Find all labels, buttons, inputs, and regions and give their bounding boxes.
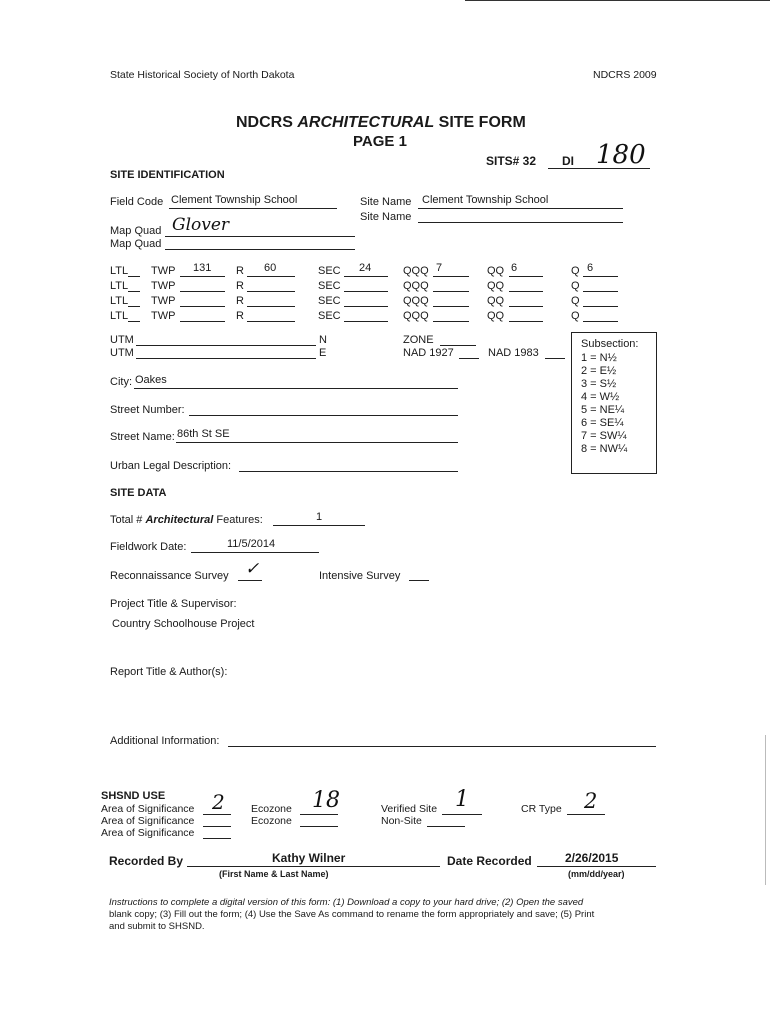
sec-line-row-2 bbox=[344, 291, 388, 292]
ecozone-line-2 bbox=[300, 826, 338, 827]
instructions-line-1: Instructions to complete a digital version of this form: (1) Download a copy to your hard drive; (2) Open the saved bbox=[109, 897, 584, 908]
project-value: Country Schoolhouse Project bbox=[112, 618, 255, 630]
sec-line-row-3 bbox=[344, 306, 388, 307]
nad1927-line bbox=[459, 358, 479, 359]
qq-line-row-2 bbox=[509, 291, 543, 292]
scan-top-line bbox=[465, 0, 770, 1]
cr-type-label: CR Type bbox=[521, 803, 562, 815]
utm-e-label: E bbox=[319, 347, 327, 359]
map-quad-label: Map Quad bbox=[110, 225, 162, 237]
ecozone-label-2: Ecozone bbox=[251, 815, 292, 827]
zone-label: ZONE bbox=[403, 334, 434, 346]
twp-label-row-3: TWP bbox=[151, 295, 176, 307]
verified-site-value: 1 bbox=[455, 787, 469, 812]
utm-label-1: UTM bbox=[110, 334, 134, 346]
ltl-label-row-1: LTL bbox=[110, 265, 129, 277]
qq-label-row-2: QQ bbox=[487, 280, 505, 292]
q-line-row-4 bbox=[583, 321, 618, 322]
utm-n-label: N bbox=[319, 334, 327, 346]
qqq-label-row-4: QQQ bbox=[403, 310, 429, 322]
cr-type-value: 2 bbox=[584, 789, 598, 813]
qqq-line-row-2 bbox=[433, 291, 469, 292]
q-label-row-2: Q bbox=[571, 280, 580, 292]
recorded-by-value: Kathy Wilner bbox=[272, 851, 346, 865]
map-quad-2-label: Map Quad bbox=[110, 238, 162, 250]
subsection-item: 5 = NE¼ bbox=[581, 404, 625, 416]
street-number-label: Street Number: bbox=[110, 404, 185, 416]
sec-label-row-4: SEC bbox=[318, 310, 341, 322]
sits-number: 180 bbox=[596, 140, 646, 170]
map-quad-value: Glover bbox=[172, 215, 230, 235]
qq-label-row-3: QQ bbox=[487, 295, 505, 307]
header-code: NDCRS 2009 bbox=[593, 69, 657, 81]
recorded-by-label: Recorded By bbox=[109, 854, 184, 868]
urban-legal-line bbox=[239, 471, 458, 472]
r-line-row-3 bbox=[247, 306, 295, 307]
subsection-box bbox=[571, 332, 657, 474]
city-value: Oakes bbox=[135, 374, 167, 386]
date-recorded-line bbox=[537, 866, 656, 867]
ltl-line-row-3 bbox=[128, 306, 140, 307]
subsection-item: 3 = S½ bbox=[581, 378, 617, 390]
qqq-label-row-1: QQQ bbox=[403, 265, 429, 277]
intensive-label: Intensive Survey bbox=[319, 570, 401, 582]
non-site-line bbox=[427, 826, 465, 827]
qqq-line-row-4 bbox=[433, 321, 469, 322]
sec-label-row-3: SEC bbox=[318, 295, 341, 307]
page-number: PAGE 1 bbox=[353, 133, 407, 150]
utm-label-2: UTM bbox=[110, 347, 134, 359]
r-label-row-2: R bbox=[236, 280, 244, 292]
qqq-value: 7 bbox=[436, 262, 443, 274]
street-name-label: Street Name: bbox=[110, 431, 175, 443]
ltl-line-row-4 bbox=[128, 321, 140, 322]
scan-right-edge bbox=[765, 735, 766, 885]
instructions-line-2: blank copy; (3) Fill out the form; (4) Use the Save As command to rename the form appropriately and save; (5) Print bbox=[109, 909, 595, 920]
reconnaissance-check: ✓ bbox=[245, 559, 260, 579]
map-quad-2-line bbox=[165, 249, 355, 250]
cr-type-line bbox=[567, 814, 605, 815]
ecozone-value-1: 18 bbox=[312, 788, 340, 813]
qqq-label-row-2: QQQ bbox=[403, 280, 429, 292]
q-value: 6 bbox=[587, 262, 594, 274]
ecozone-line-1 bbox=[300, 814, 338, 815]
aos-label-3: Area of Significance bbox=[101, 827, 195, 839]
subsection-item: 7 = SW¼ bbox=[581, 430, 627, 442]
aos-value-1: 2 bbox=[212, 790, 225, 814]
site-name-2-label: Site Name bbox=[360, 211, 412, 223]
r-label-row-1: R bbox=[236, 265, 244, 277]
project-label: Project Title & Supervisor: bbox=[110, 598, 237, 610]
date-recorded-hint: (mm/dd/year) bbox=[568, 869, 625, 879]
fieldwork-date-label: Fieldwork Date: bbox=[110, 541, 187, 553]
sits-county: DI bbox=[562, 154, 574, 168]
instructions-line-3: and submit to SHSND. bbox=[109, 921, 205, 932]
q-label-row-4: Q bbox=[571, 310, 580, 322]
ltl-label-row-2: LTL bbox=[110, 280, 129, 292]
sec-line-row-1 bbox=[344, 276, 388, 277]
qq-line-row-3 bbox=[509, 306, 543, 307]
subsection-item: 2 = E½ bbox=[581, 365, 617, 377]
street-name-line bbox=[176, 442, 458, 443]
qq-line-row-1 bbox=[509, 276, 543, 277]
ecozone-label-1: Ecozone bbox=[251, 803, 292, 815]
total-features-label: Total # Architectural Features: bbox=[110, 514, 263, 526]
ltl-line-row-2 bbox=[128, 291, 140, 292]
subsection-item: 6 = SE¼ bbox=[581, 417, 624, 429]
ltl-line-row-1 bbox=[128, 276, 140, 277]
street-name-value: 86th St SE bbox=[177, 428, 230, 440]
ltl-label-row-3: LTL bbox=[110, 295, 129, 307]
map-quad-line bbox=[165, 236, 355, 237]
r-line-row-4 bbox=[247, 321, 295, 322]
nad1983-line bbox=[545, 358, 565, 359]
sec-line-row-4 bbox=[344, 321, 388, 322]
aos-label-1: Area of Significance bbox=[101, 803, 195, 815]
r-label-row-4: R bbox=[236, 310, 244, 322]
sec-label-row-1: SEC bbox=[318, 265, 341, 277]
subsection-item: 1 = N½ bbox=[581, 352, 617, 364]
report-label: Report Title & Author(s): bbox=[110, 666, 228, 678]
r-line-row-2 bbox=[247, 291, 295, 292]
q-label-row-3: Q bbox=[571, 295, 580, 307]
site-name-value: Clement Township School bbox=[422, 194, 549, 206]
site-name-label: Site Name bbox=[360, 196, 412, 208]
q-line-row-1 bbox=[583, 276, 618, 277]
q-label-row-1: Q bbox=[571, 265, 580, 277]
qq-label-row-1: QQ bbox=[487, 265, 505, 277]
non-site-label: Non-Site bbox=[381, 815, 422, 827]
subsection-item: 8 = NW¼ bbox=[581, 443, 628, 455]
twp-label-row-1: TWP bbox=[151, 265, 176, 277]
r-label-row-3: R bbox=[236, 295, 244, 307]
sec-value: 24 bbox=[359, 262, 372, 274]
twp-line-row-1 bbox=[180, 276, 225, 277]
verified-site-line bbox=[442, 814, 482, 815]
twp-line-row-3 bbox=[180, 306, 225, 307]
recorded-by-line bbox=[187, 866, 440, 867]
sits-label: SITS# 32 bbox=[486, 154, 537, 168]
date-recorded-value: 2/26/2015 bbox=[565, 851, 619, 865]
site-identification-heading: SITE IDENTIFICATION bbox=[110, 169, 225, 181]
site-name-line bbox=[418, 208, 623, 209]
additional-info-line bbox=[228, 746, 656, 747]
aos-label-2: Area of Significance bbox=[101, 815, 195, 827]
field-code-value: Clement Township School bbox=[171, 194, 298, 206]
q-line-row-3 bbox=[583, 306, 618, 307]
twp-value: 131 bbox=[193, 262, 212, 274]
subsection-title: Subsection: bbox=[581, 338, 639, 350]
fieldwork-date-value: 11/5/2014 bbox=[227, 538, 276, 550]
twp-line-row-2 bbox=[180, 291, 225, 292]
nad1983-label: NAD 1983 bbox=[488, 347, 539, 359]
shsnd-heading: SHSND USE bbox=[101, 790, 166, 802]
sec-label-row-2: SEC bbox=[318, 280, 341, 292]
form-title: NDCRS ARCHITECTURAL SITE FORM bbox=[236, 114, 526, 131]
reconnaissance-line bbox=[238, 580, 262, 581]
aos-line-3 bbox=[203, 838, 231, 839]
qq-line-row-4 bbox=[509, 321, 543, 322]
qqq-label-row-3: QQQ bbox=[403, 295, 429, 307]
aos-line-2 bbox=[203, 826, 231, 827]
site-data-heading: SITE DATA bbox=[110, 487, 167, 499]
qqq-line-row-1 bbox=[433, 276, 469, 277]
city-label: City: bbox=[110, 376, 132, 388]
r-value: 60 bbox=[264, 262, 277, 274]
twp-label-row-4: TWP bbox=[151, 310, 176, 322]
twp-label-row-2: TWP bbox=[151, 280, 176, 292]
zone-line bbox=[440, 345, 476, 346]
ltl-label-row-4: LTL bbox=[110, 310, 129, 322]
total-features-value: 1 bbox=[316, 511, 323, 523]
twp-line-row-4 bbox=[180, 321, 225, 322]
street-number-line bbox=[189, 415, 458, 416]
fieldwork-date-line bbox=[191, 552, 319, 553]
qq-value: 6 bbox=[511, 262, 518, 274]
total-features-line bbox=[273, 525, 365, 526]
city-line bbox=[134, 388, 458, 389]
site-name-2-line bbox=[418, 222, 623, 223]
subsection-item: 4 = W½ bbox=[581, 391, 620, 403]
reconnaissance-label: Reconnaissance Survey bbox=[110, 570, 229, 582]
verified-site-label: Verified Site bbox=[381, 803, 438, 815]
aos-line-1 bbox=[203, 814, 231, 815]
qqq-line-row-3 bbox=[433, 306, 469, 307]
header-org: State Historical Society of North Dakota bbox=[110, 69, 295, 81]
field-code-line bbox=[169, 208, 337, 209]
recorded-by-hint: (First Name & Last Name) bbox=[219, 869, 329, 879]
urban-legal-label: Urban Legal Description: bbox=[110, 460, 232, 472]
additional-info-label: Additional Information: bbox=[110, 735, 220, 747]
utm-line-2 bbox=[136, 358, 316, 359]
nad1927-label: NAD 1927 bbox=[403, 347, 454, 359]
intensive-line bbox=[409, 580, 429, 581]
field-code-label: Field Code bbox=[110, 196, 164, 208]
utm-line-1 bbox=[136, 345, 316, 346]
date-recorded-label: Date Recorded bbox=[447, 854, 532, 868]
qq-label-row-4: QQ bbox=[487, 310, 505, 322]
r-line-row-1 bbox=[247, 276, 295, 277]
q-line-row-2 bbox=[583, 291, 618, 292]
